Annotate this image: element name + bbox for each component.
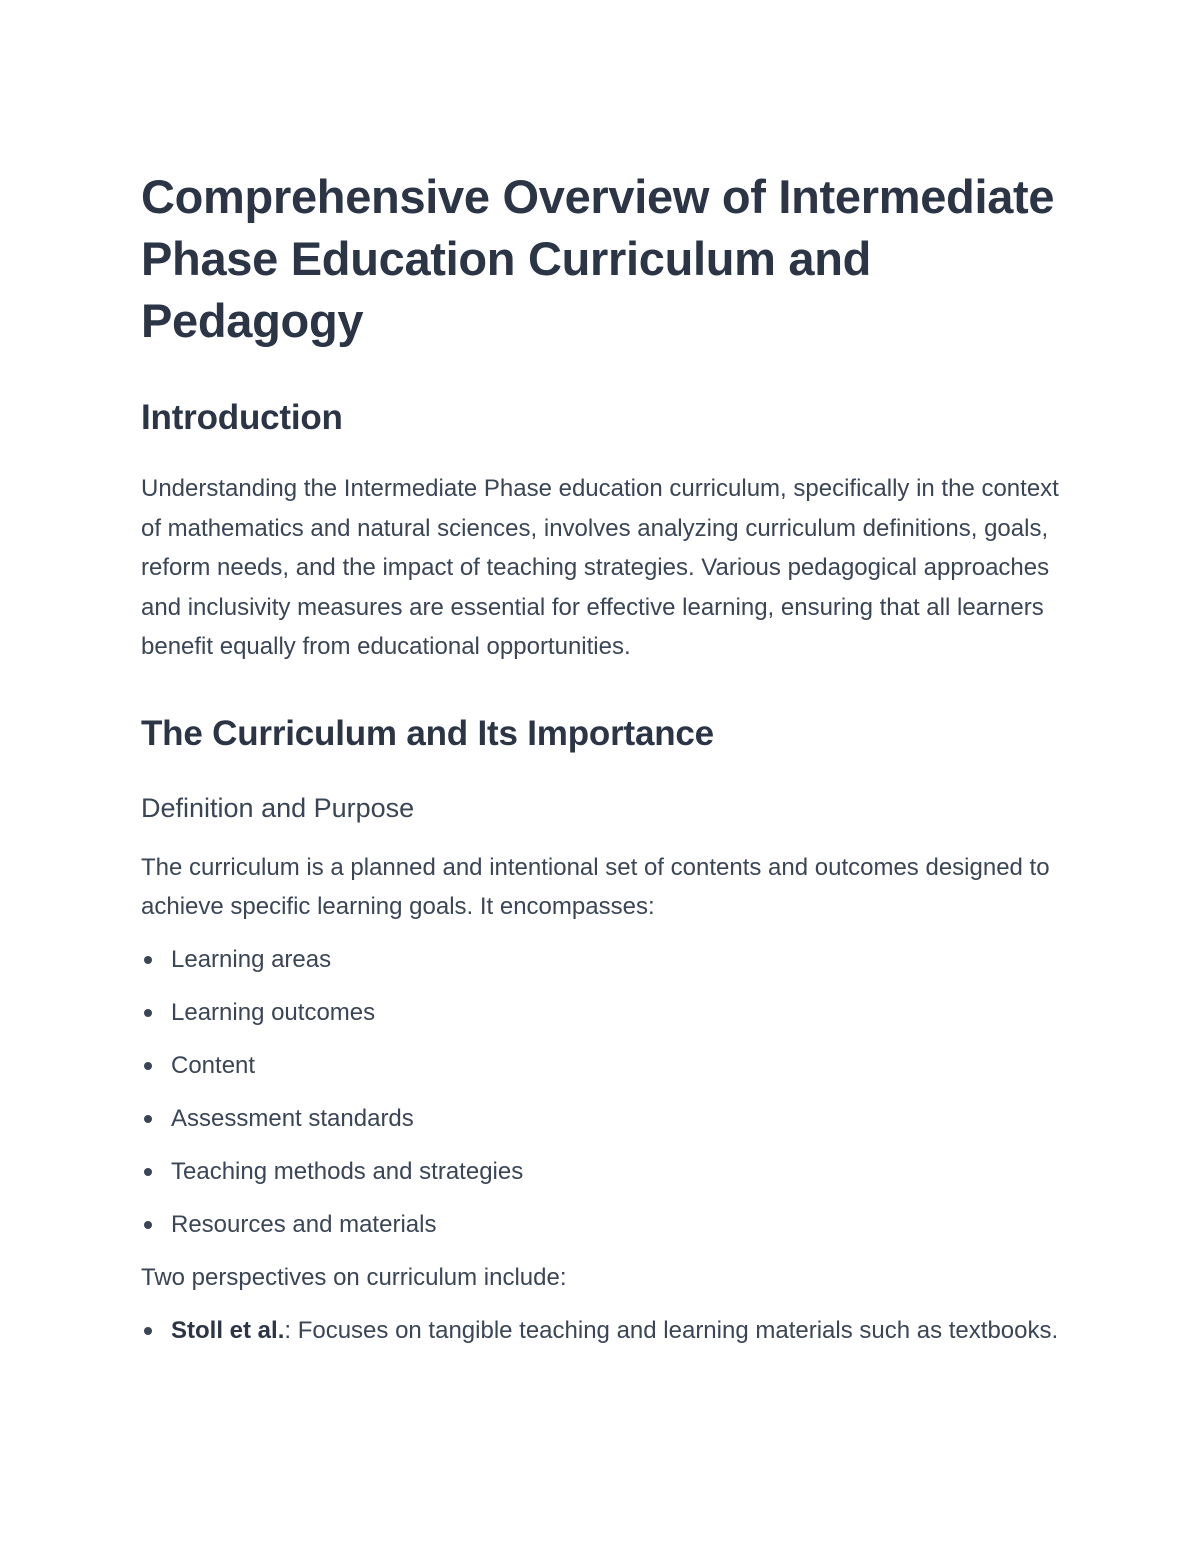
list-item	[141, 1046, 1061, 1086]
introduction-paragraph: Understanding the Intermediate Phase education curriculum, specifically in the context of mathematics and natural sciences, involves analyzing curriculum definitions, goals, reform needs, and the impact of teaching strategies. Various pedagogical approaches and inclusivity measures are essential for effective learning, ensuring that all learners benefit equally from educational opportunities.	[141, 475, 1059, 660]
perspectives-list	[141, 1311, 1061, 1351]
list-item	[141, 1205, 1061, 1245]
list-item	[141, 993, 1061, 1033]
bullet-icon	[144, 1115, 152, 1123]
definition-subheading: Definition and Purpose	[141, 792, 415, 823]
list-item-text: Learning outcomes	[171, 998, 376, 1026]
bullet-icon	[144, 1009, 152, 1017]
list-item	[141, 1311, 1061, 1351]
curriculum-components-list	[141, 940, 1061, 1245]
introduction-heading: Introduction	[141, 398, 343, 437]
perspective-label: Stoll et al.	[171, 1317, 285, 1344]
list-item-text: Resources and materials	[171, 1210, 437, 1238]
bullet-icon	[144, 956, 152, 964]
bullet-icon	[144, 1327, 152, 1335]
bullet-icon	[144, 1062, 152, 1070]
definition-paragraph: The curriculum is a planned and intentional set of contents and outcomes designed to achieve specific learning goals. It encompasses:	[141, 853, 1050, 920]
perspective-text: : Focuses on tangible teaching and learning materials such as textbooks.	[284, 1317, 1059, 1344]
list-item-text: Content	[171, 1051, 256, 1079]
curriculum-heading: The Curriculum and Its Importance	[141, 713, 714, 753]
page-title: Comprehensive Overview of Intermediate Phase Education Curriculum and Pedagogy	[141, 170, 1055, 347]
document-page	[141, 166, 1061, 1351]
list-item	[141, 940, 1061, 980]
list-item-text: Teaching methods and strategies	[171, 1157, 524, 1185]
perspectives-intro: Two perspectives on curriculum include:	[141, 1263, 567, 1291]
list-item-text: Assessment standards	[171, 1104, 414, 1132]
bullet-icon	[144, 1168, 152, 1176]
bullet-icon	[144, 1221, 152, 1229]
list-item-text: Learning areas	[171, 945, 332, 973]
list-item	[141, 1099, 1061, 1139]
list-item	[141, 1152, 1061, 1192]
